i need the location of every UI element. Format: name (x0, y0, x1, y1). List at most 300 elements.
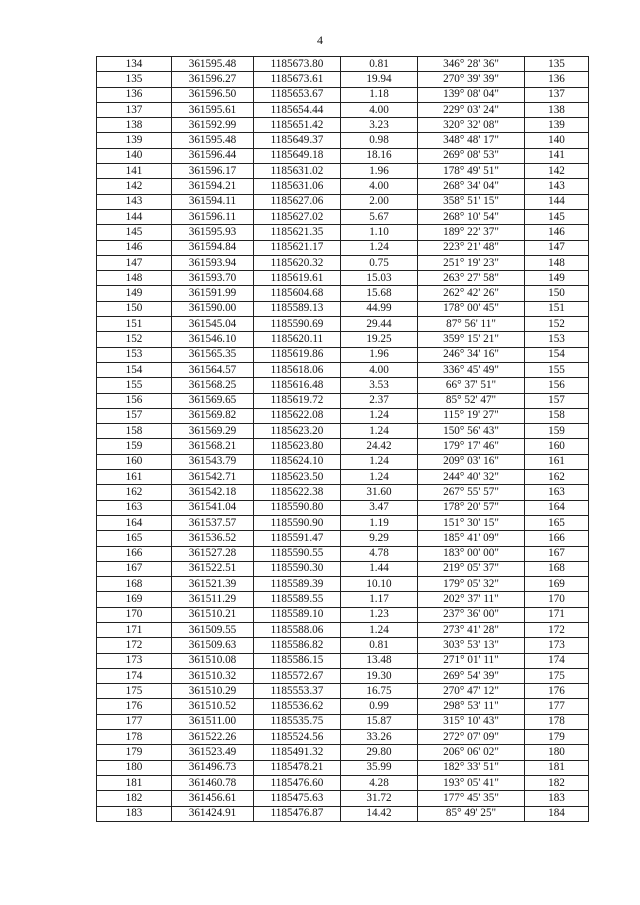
point-to-cell: 162 (525, 470, 589, 485)
distance-cell: 15.03 (341, 271, 418, 286)
y-coordinate-cell: 1185622.38 (254, 485, 341, 500)
x-coordinate-cell: 361543.79 (172, 454, 254, 469)
table-row (97, 362, 589, 377)
y-coordinate-cell: 1185619.86 (254, 347, 341, 362)
distance-cell: 1.24 (341, 470, 418, 485)
table-row (97, 286, 589, 301)
point-to-cell: 137 (525, 87, 589, 102)
y-coordinate-cell: 1185631.06 (254, 179, 341, 194)
distance-cell: 31.72 (341, 791, 418, 806)
point-to-cell: 169 (525, 577, 589, 592)
table-row (97, 577, 589, 592)
x-coordinate-cell: 361541.04 (172, 500, 254, 515)
bearing-cell: 269° 08' 53" (418, 148, 525, 163)
y-coordinate-cell: 1185619.61 (254, 271, 341, 286)
y-coordinate-cell: 1185620.32 (254, 255, 341, 270)
distance-cell: 1.18 (341, 87, 418, 102)
point-to-cell: 156 (525, 378, 589, 393)
point-from-cell: 140 (97, 148, 172, 163)
bearing-cell: 177° 45' 35" (418, 791, 525, 806)
bearing-cell: 185° 41' 09" (418, 531, 525, 546)
bearing-cell: 229° 03' 24" (418, 102, 525, 117)
point-from-cell: 160 (97, 454, 172, 469)
bearing-cell: 358° 51' 15" (418, 194, 525, 209)
distance-cell: 4.00 (341, 362, 418, 377)
x-coordinate-cell: 361456.61 (172, 791, 254, 806)
table-row (97, 194, 589, 209)
bearing-cell: 320° 32' 08" (418, 118, 525, 133)
point-from-cell: 166 (97, 546, 172, 561)
point-to-cell: 171 (525, 607, 589, 622)
point-to-cell: 140 (525, 133, 589, 148)
y-coordinate-cell: 1185631.02 (254, 164, 341, 179)
distance-cell: 1.17 (341, 592, 418, 607)
y-coordinate-cell: 1185604.68 (254, 286, 341, 301)
bearing-cell: 269° 54' 39" (418, 668, 525, 683)
bearing-cell: 263° 27' 58" (418, 271, 525, 286)
y-coordinate-cell: 1185620.11 (254, 332, 341, 347)
bearing-cell: 223° 21' 48" (418, 240, 525, 255)
distance-cell: 29.80 (341, 745, 418, 760)
distance-cell: 3.53 (341, 378, 418, 393)
bearing-cell: 202° 37' 11" (418, 592, 525, 607)
bearing-cell: 298° 53' 11" (418, 699, 525, 714)
x-coordinate-cell: 361542.18 (172, 485, 254, 500)
y-coordinate-cell: 1185589.55 (254, 592, 341, 607)
point-from-cell: 135 (97, 72, 172, 87)
point-from-cell: 138 (97, 118, 172, 133)
point-to-cell: 144 (525, 194, 589, 209)
x-coordinate-cell: 361521.39 (172, 577, 254, 592)
distance-cell: 1.23 (341, 607, 418, 622)
distance-cell: 14.42 (341, 806, 418, 821)
x-coordinate-cell: 361542.71 (172, 470, 254, 485)
coordinates-table (96, 56, 589, 822)
point-from-cell: 143 (97, 194, 172, 209)
table-row (97, 760, 589, 775)
point-to-cell: 161 (525, 454, 589, 469)
y-coordinate-cell: 1185627.06 (254, 194, 341, 209)
point-from-cell: 182 (97, 791, 172, 806)
point-from-cell: 144 (97, 209, 172, 224)
distance-cell: 2.37 (341, 393, 418, 408)
point-from-cell: 148 (97, 271, 172, 286)
table-row (97, 699, 589, 714)
table-row (97, 607, 589, 622)
point-to-cell: 145 (525, 209, 589, 224)
point-to-cell: 176 (525, 684, 589, 699)
table-body (97, 57, 589, 822)
x-coordinate-cell: 361460.78 (172, 775, 254, 790)
x-coordinate-cell: 361510.08 (172, 653, 254, 668)
x-coordinate-cell: 361522.51 (172, 561, 254, 576)
x-coordinate-cell: 361569.82 (172, 408, 254, 423)
y-coordinate-cell: 1185478.21 (254, 760, 341, 775)
x-coordinate-cell: 361565.35 (172, 347, 254, 362)
y-coordinate-cell: 1185673.80 (254, 57, 341, 72)
point-from-cell: 178 (97, 730, 172, 745)
table-row (97, 102, 589, 117)
table-row (97, 730, 589, 745)
point-to-cell: 154 (525, 347, 589, 362)
y-coordinate-cell: 1185591.47 (254, 531, 341, 546)
y-coordinate-cell: 1185590.80 (254, 500, 341, 515)
point-from-cell: 154 (97, 362, 172, 377)
point-from-cell: 150 (97, 301, 172, 316)
y-coordinate-cell: 1185619.72 (254, 393, 341, 408)
table-row (97, 378, 589, 393)
distance-cell: 3.47 (341, 500, 418, 515)
point-to-cell: 149 (525, 271, 589, 286)
table-row (97, 775, 589, 790)
table-row (97, 439, 589, 454)
y-coordinate-cell: 1185535.75 (254, 714, 341, 729)
y-coordinate-cell: 1185586.15 (254, 653, 341, 668)
x-coordinate-cell: 361595.48 (172, 57, 254, 72)
point-from-cell: 173 (97, 653, 172, 668)
y-coordinate-cell: 1185586.82 (254, 638, 341, 653)
bearing-cell: 139° 08' 04" (418, 87, 525, 102)
point-from-cell: 151 (97, 317, 172, 332)
distance-cell: 15.87 (341, 714, 418, 729)
bearing-cell: 85° 52' 47" (418, 393, 525, 408)
point-from-cell: 142 (97, 179, 172, 194)
x-coordinate-cell: 361594.11 (172, 194, 254, 209)
y-coordinate-cell: 1185649.37 (254, 133, 341, 148)
point-to-cell: 178 (525, 714, 589, 729)
bearing-cell: 244° 40' 32" (418, 470, 525, 485)
x-coordinate-cell: 361595.61 (172, 102, 254, 117)
point-from-cell: 152 (97, 332, 172, 347)
y-coordinate-cell: 1185491.32 (254, 745, 341, 760)
distance-cell: 2.00 (341, 194, 418, 209)
table-row (97, 255, 589, 270)
distance-cell: 1.19 (341, 515, 418, 530)
x-coordinate-cell: 361527.28 (172, 546, 254, 561)
x-coordinate-cell: 361595.93 (172, 225, 254, 240)
x-coordinate-cell: 361546.10 (172, 332, 254, 347)
table-row (97, 179, 589, 194)
point-from-cell: 167 (97, 561, 172, 576)
point-to-cell: 153 (525, 332, 589, 347)
point-to-cell: 183 (525, 791, 589, 806)
y-coordinate-cell: 1185553.37 (254, 684, 341, 699)
distance-cell: 1.24 (341, 454, 418, 469)
bearing-cell: 189° 22' 37" (418, 225, 525, 240)
point-from-cell: 141 (97, 164, 172, 179)
table-row (97, 164, 589, 179)
bearing-cell: 193° 05' 41" (418, 775, 525, 790)
point-from-cell: 159 (97, 439, 172, 454)
point-from-cell: 172 (97, 638, 172, 653)
y-coordinate-cell: 1185623.50 (254, 470, 341, 485)
distance-cell: 4.00 (341, 179, 418, 194)
point-from-cell: 177 (97, 714, 172, 729)
table-row (97, 622, 589, 637)
x-coordinate-cell: 361496.73 (172, 760, 254, 775)
point-to-cell: 152 (525, 317, 589, 332)
distance-cell: 0.98 (341, 133, 418, 148)
y-coordinate-cell: 1185616.48 (254, 378, 341, 393)
distance-cell: 1.24 (341, 240, 418, 255)
distance-cell: 24.42 (341, 439, 418, 454)
point-to-cell: 146 (525, 225, 589, 240)
distance-cell: 35.99 (341, 760, 418, 775)
bearing-cell: 151° 30' 15" (418, 515, 525, 530)
table-row (97, 393, 589, 408)
distance-cell: 0.75 (341, 255, 418, 270)
bearing-cell: 87° 56' 11" (418, 317, 525, 332)
point-to-cell: 163 (525, 485, 589, 500)
table-row (97, 225, 589, 240)
distance-cell: 0.99 (341, 699, 418, 714)
table-row (97, 668, 589, 683)
bearing-cell: 237° 36' 00" (418, 607, 525, 622)
table-row (97, 87, 589, 102)
point-to-cell: 181 (525, 760, 589, 775)
y-coordinate-cell: 1185623.80 (254, 439, 341, 454)
point-from-cell: 145 (97, 225, 172, 240)
x-coordinate-cell: 361596.50 (172, 87, 254, 102)
point-to-cell: 175 (525, 668, 589, 683)
y-coordinate-cell: 1185590.55 (254, 546, 341, 561)
bearing-cell: 336° 45' 49" (418, 362, 525, 377)
x-coordinate-cell: 361509.63 (172, 638, 254, 653)
table-row (97, 684, 589, 699)
table-row (97, 791, 589, 806)
point-to-cell: 136 (525, 72, 589, 87)
table-row (97, 561, 589, 576)
point-from-cell: 139 (97, 133, 172, 148)
point-from-cell: 134 (97, 57, 172, 72)
point-from-cell: 183 (97, 806, 172, 821)
bearing-cell: 315° 10' 43" (418, 714, 525, 729)
x-coordinate-cell: 361596.27 (172, 72, 254, 87)
table-row (97, 638, 589, 653)
table-row (97, 653, 589, 668)
x-coordinate-cell: 361537.57 (172, 515, 254, 530)
table-row (97, 531, 589, 546)
point-to-cell: 138 (525, 102, 589, 117)
point-to-cell: 180 (525, 745, 589, 760)
page-number: 4 (317, 33, 323, 47)
x-coordinate-cell: 361593.70 (172, 271, 254, 286)
distance-cell: 18.16 (341, 148, 418, 163)
distance-cell: 19.25 (341, 332, 418, 347)
distance-cell: 1.44 (341, 561, 418, 576)
point-from-cell: 147 (97, 255, 172, 270)
table-row (97, 133, 589, 148)
point-to-cell: 174 (525, 653, 589, 668)
distance-cell: 4.00 (341, 102, 418, 117)
point-to-cell: 168 (525, 561, 589, 576)
point-to-cell: 184 (525, 806, 589, 821)
bearing-cell: 219° 05' 37" (418, 561, 525, 576)
bearing-cell: 209° 03' 16" (418, 454, 525, 469)
point-to-cell: 160 (525, 439, 589, 454)
x-coordinate-cell: 361592.99 (172, 118, 254, 133)
x-coordinate-cell: 361593.94 (172, 255, 254, 270)
point-from-cell: 162 (97, 485, 172, 500)
point-from-cell: 174 (97, 668, 172, 683)
y-coordinate-cell: 1185653.67 (254, 87, 341, 102)
table-row (97, 515, 589, 530)
bearing-cell: 268° 10' 54" (418, 209, 525, 224)
x-coordinate-cell: 361510.21 (172, 607, 254, 622)
point-from-cell: 175 (97, 684, 172, 699)
bearing-cell: 178° 00' 45" (418, 301, 525, 316)
bearing-cell: 303° 53' 13" (418, 638, 525, 653)
point-from-cell: 170 (97, 607, 172, 622)
point-to-cell: 158 (525, 408, 589, 423)
point-to-cell: 155 (525, 362, 589, 377)
point-from-cell: 161 (97, 470, 172, 485)
point-to-cell: 141 (525, 148, 589, 163)
bearing-cell: 348° 48' 17" (418, 133, 525, 148)
point-from-cell: 169 (97, 592, 172, 607)
distance-cell: 33.26 (341, 730, 418, 745)
bearing-cell: 272° 07' 09" (418, 730, 525, 745)
point-from-cell: 137 (97, 102, 172, 117)
distance-cell: 9.29 (341, 531, 418, 546)
bearing-cell: 246° 34' 16" (418, 347, 525, 362)
point-from-cell: 180 (97, 760, 172, 775)
distance-cell: 3.23 (341, 118, 418, 133)
table-row (97, 240, 589, 255)
y-coordinate-cell: 1185589.39 (254, 577, 341, 592)
point-to-cell: 147 (525, 240, 589, 255)
y-coordinate-cell: 1185651.42 (254, 118, 341, 133)
y-coordinate-cell: 1185476.87 (254, 806, 341, 821)
point-from-cell: 168 (97, 577, 172, 592)
distance-cell: 1.96 (341, 347, 418, 362)
x-coordinate-cell: 361590.00 (172, 301, 254, 316)
table-row (97, 500, 589, 515)
table-row (97, 408, 589, 423)
distance-cell: 0.81 (341, 638, 418, 653)
point-from-cell: 176 (97, 699, 172, 714)
point-to-cell: 170 (525, 592, 589, 607)
point-to-cell: 173 (525, 638, 589, 653)
bearing-cell: 178° 20' 57" (418, 500, 525, 515)
distance-cell: 1.24 (341, 424, 418, 439)
y-coordinate-cell: 1185476.60 (254, 775, 341, 790)
point-from-cell: 165 (97, 531, 172, 546)
point-to-cell: 165 (525, 515, 589, 530)
bearing-cell: 267° 55' 57" (418, 485, 525, 500)
bearing-cell: 183° 00' 00" (418, 546, 525, 561)
bearing-cell: 273° 41' 28" (418, 622, 525, 637)
point-to-cell: 142 (525, 164, 589, 179)
x-coordinate-cell: 361509.55 (172, 622, 254, 637)
distance-cell: 1.10 (341, 225, 418, 240)
point-to-cell: 135 (525, 57, 589, 72)
bearing-cell: 66° 37' 51" (418, 378, 525, 393)
x-coordinate-cell: 361523.49 (172, 745, 254, 760)
distance-cell: 1.96 (341, 164, 418, 179)
distance-cell: 0.81 (341, 57, 418, 72)
point-from-cell: 136 (97, 87, 172, 102)
point-from-cell: 153 (97, 347, 172, 362)
point-to-cell: 139 (525, 118, 589, 133)
table-row (97, 57, 589, 72)
table-row (97, 546, 589, 561)
point-to-cell: 150 (525, 286, 589, 301)
distance-cell: 29.44 (341, 317, 418, 332)
y-coordinate-cell: 1185590.90 (254, 515, 341, 530)
bearing-cell: 251° 19' 23" (418, 255, 525, 270)
y-coordinate-cell: 1185649.18 (254, 148, 341, 163)
bearing-cell: 268° 34' 04" (418, 179, 525, 194)
table-row (97, 454, 589, 469)
x-coordinate-cell: 361595.48 (172, 133, 254, 148)
bearing-cell: 182° 33' 51" (418, 760, 525, 775)
table-row (97, 118, 589, 133)
distance-cell: 13.48 (341, 653, 418, 668)
point-to-cell: 177 (525, 699, 589, 714)
table-row (97, 271, 589, 286)
x-coordinate-cell: 361511.29 (172, 592, 254, 607)
x-coordinate-cell: 361569.65 (172, 393, 254, 408)
x-coordinate-cell: 361591.99 (172, 286, 254, 301)
point-from-cell: 155 (97, 378, 172, 393)
table-row (97, 424, 589, 439)
x-coordinate-cell: 361594.21 (172, 179, 254, 194)
bearing-cell: 179° 05' 32" (418, 577, 525, 592)
distance-cell: 15.68 (341, 286, 418, 301)
distance-cell: 10.10 (341, 577, 418, 592)
y-coordinate-cell: 1185618.06 (254, 362, 341, 377)
point-to-cell: 167 (525, 546, 589, 561)
table-row (97, 209, 589, 224)
y-coordinate-cell: 1185590.69 (254, 317, 341, 332)
x-coordinate-cell: 361568.25 (172, 378, 254, 393)
x-coordinate-cell: 361564.57 (172, 362, 254, 377)
bearing-cell: 270° 47' 12" (418, 684, 525, 699)
table-row (97, 592, 589, 607)
bearing-cell: 271° 01' 11" (418, 653, 525, 668)
bearing-cell: 150° 56' 43" (418, 424, 525, 439)
point-from-cell: 158 (97, 424, 172, 439)
distance-cell: 1.24 (341, 408, 418, 423)
bearing-cell: 346° 28' 36" (418, 57, 525, 72)
table-row (97, 72, 589, 87)
y-coordinate-cell: 1185536.62 (254, 699, 341, 714)
point-to-cell: 159 (525, 424, 589, 439)
point-from-cell: 149 (97, 286, 172, 301)
y-coordinate-cell: 1185627.02 (254, 209, 341, 224)
point-to-cell: 143 (525, 179, 589, 194)
distance-cell: 4.28 (341, 775, 418, 790)
point-to-cell: 151 (525, 301, 589, 316)
point-from-cell: 157 (97, 408, 172, 423)
point-to-cell: 166 (525, 531, 589, 546)
bearing-cell: 85° 49' 25" (418, 806, 525, 821)
point-to-cell: 179 (525, 730, 589, 745)
point-from-cell: 164 (97, 515, 172, 530)
y-coordinate-cell: 1185654.44 (254, 102, 341, 117)
point-from-cell: 156 (97, 393, 172, 408)
x-coordinate-cell: 361596.17 (172, 164, 254, 179)
distance-cell: 16.75 (341, 684, 418, 699)
point-from-cell: 181 (97, 775, 172, 790)
table-row (97, 470, 589, 485)
y-coordinate-cell: 1185673.61 (254, 72, 341, 87)
point-from-cell: 171 (97, 622, 172, 637)
y-coordinate-cell: 1185623.20 (254, 424, 341, 439)
x-coordinate-cell: 361568.21 (172, 439, 254, 454)
bearing-cell: 115° 19' 27" (418, 408, 525, 423)
